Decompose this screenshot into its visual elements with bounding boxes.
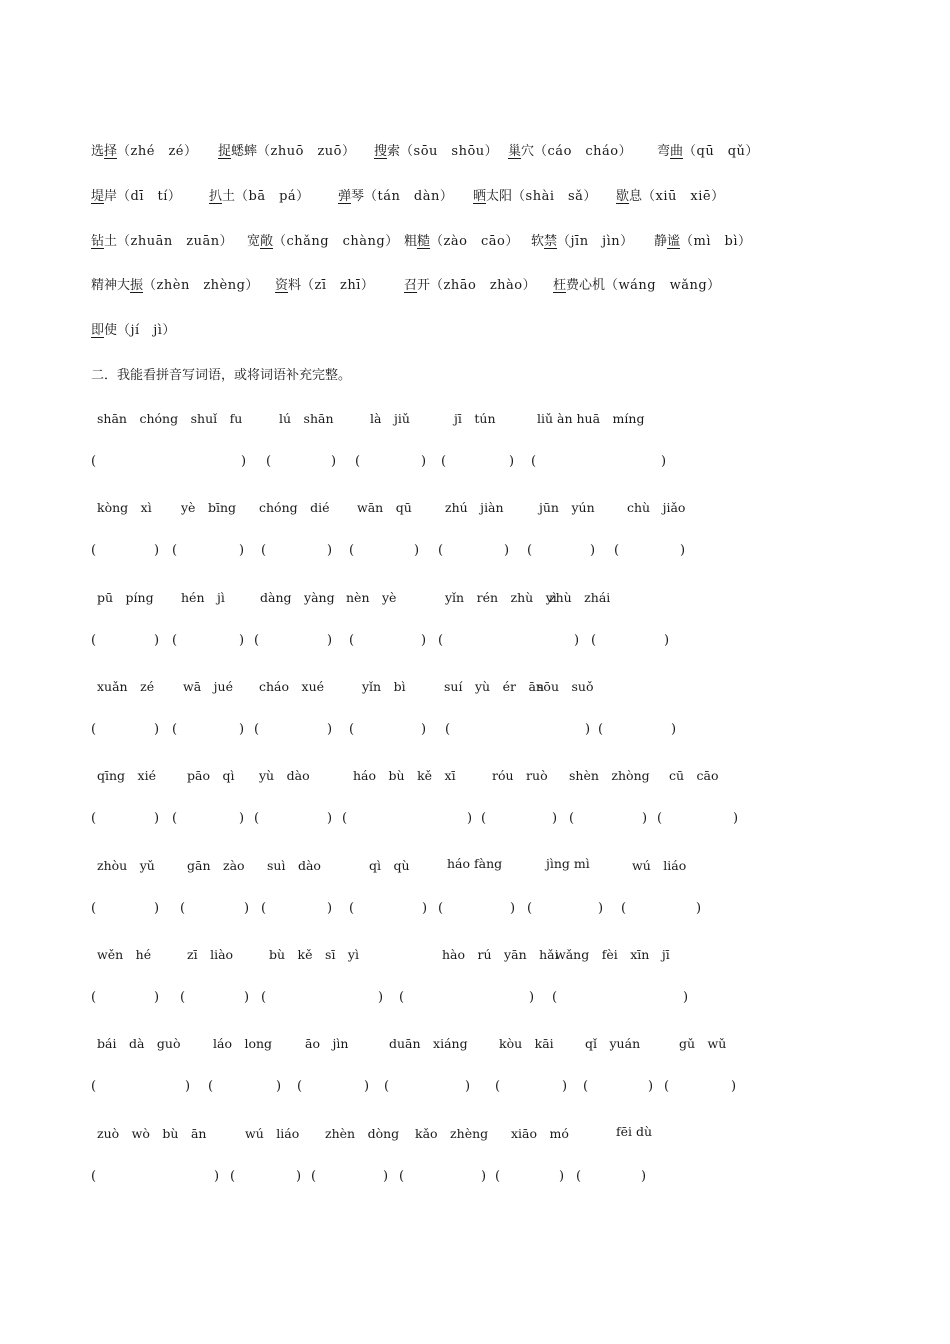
- answer-bracket-close: ): [414, 543, 420, 558]
- answer-bracket-close: ): [664, 633, 670, 648]
- answer-bracket-close: ): [239, 543, 245, 558]
- answer-bracket-open: (: [399, 990, 405, 1005]
- word-text: 琴: [351, 189, 365, 204]
- underlined-character: 弹: [338, 189, 352, 204]
- pinyin-word: wǎng fèi xīn jī: [555, 947, 670, 962]
- underlined-character: 召: [404, 278, 418, 293]
- answer-bracket-open: (: [481, 811, 487, 826]
- answer-bracket-close: ): [327, 722, 333, 737]
- answer-bracket-open: (: [598, 722, 604, 737]
- answer-bracket-open: (: [621, 901, 627, 916]
- section2-heading: 二．我能看拼音写词语，或将词语补充完整。: [91, 368, 352, 383]
- pinyin-word: zhèn dòng: [325, 1126, 400, 1141]
- answer-bracket-close: ): [467, 811, 473, 826]
- polyphone-item: [91, 319, 176, 338]
- pinyin-word: yè bīng: [181, 500, 237, 515]
- pinyin-word: yǐn bì: [362, 679, 406, 694]
- answer-bracket-open: (: [583, 1079, 589, 1094]
- pinyin-word: chù jiǎo: [627, 500, 686, 515]
- answer-bracket-open: (: [91, 722, 97, 737]
- answer-bracket-open: (: [261, 543, 267, 558]
- answer-bracket-open: (: [445, 722, 451, 737]
- word-text: 土: [222, 189, 236, 204]
- underlined-character: 捉: [218, 144, 232, 159]
- pinyin-word: suì dào: [267, 858, 321, 873]
- polyphone-item: [657, 140, 759, 159]
- pinyin-word: suí yù ér ān: [444, 679, 544, 694]
- answer-bracket-open: (: [438, 901, 444, 916]
- pinyin-word: róu ruò: [492, 768, 548, 783]
- answer-bracket-close: ): [378, 990, 384, 1005]
- answer-bracket-close: ): [529, 990, 535, 1005]
- answer-bracket-close: ): [239, 633, 245, 648]
- answer-bracket-close: ): [671, 722, 677, 737]
- pinyin-word: cū cāo: [669, 768, 719, 783]
- answer-bracket-open: (: [230, 1169, 236, 1184]
- answer-bracket-close: ): [327, 543, 333, 558]
- pinyin-word: hén jì: [181, 590, 225, 605]
- pinyin-word: liǔ àn huā míng: [537, 411, 645, 426]
- pinyin-word: qǐ yuán: [585, 1036, 641, 1051]
- polyphone-item: [91, 274, 259, 293]
- answer-bracket-open: (: [349, 901, 355, 916]
- underlined-character: 歇: [616, 189, 630, 204]
- polyphone-item: [531, 230, 634, 249]
- answer-bracket-close: ): [185, 1079, 191, 1094]
- answer-bracket-open: (: [91, 811, 97, 826]
- answer-bracket-open: (: [591, 633, 597, 648]
- word-text: 宽: [247, 234, 261, 249]
- polyphone-item: [91, 230, 233, 249]
- underlined-character: 资: [275, 278, 289, 293]
- answer-bracket-close: ): [731, 1079, 737, 1094]
- answer-bracket-close: ): [683, 990, 689, 1005]
- answer-bracket-open: (: [91, 454, 97, 469]
- answer-bracket-close: ): [465, 1079, 471, 1094]
- pinyin-word: qì qù: [369, 858, 410, 873]
- pinyin-word: pū píng: [97, 590, 154, 605]
- underlined-character: 振: [130, 278, 144, 293]
- answer-bracket-close: ): [421, 454, 427, 469]
- answer-bracket-open: (: [91, 543, 97, 558]
- pinyin-word: bù kě sī yì: [269, 947, 359, 962]
- pinyin-options: （zhé zé）: [117, 144, 198, 159]
- polyphone-item: [404, 230, 519, 249]
- underlined-character: 巢: [508, 144, 522, 159]
- answer-bracket-close: ): [559, 1169, 565, 1184]
- word-text: 蟋蟀: [231, 144, 258, 159]
- polyphone-item: [374, 140, 498, 159]
- word-text: 选: [91, 144, 105, 159]
- answer-bracket-close: ): [574, 633, 580, 648]
- answer-bracket-close: ): [327, 811, 333, 826]
- word-text: 开: [417, 278, 431, 293]
- answer-bracket-close: ): [154, 722, 160, 737]
- answer-bracket-open: (: [576, 1169, 582, 1184]
- underlined-character: 曲: [670, 144, 684, 159]
- pinyin-word: hào rú yān hǎi: [442, 947, 559, 962]
- answer-bracket-open: (: [91, 901, 97, 916]
- word-text: 料: [288, 278, 302, 293]
- answer-bracket-close: ): [296, 1169, 302, 1184]
- answer-bracket-open: (: [91, 633, 97, 648]
- polyphone-item: [404, 274, 536, 293]
- answer-bracket-open: (: [349, 722, 355, 737]
- answer-bracket-open: (: [399, 1169, 405, 1184]
- pinyin-options: （cáo cháo）: [534, 144, 633, 159]
- pinyin-word: shān chóng shuǐ fu: [97, 411, 243, 426]
- word-text: 息: [629, 189, 643, 204]
- answer-bracket-close: ): [239, 722, 245, 737]
- word-text: 使: [104, 323, 118, 338]
- pinyin-word: là jiǔ: [370, 411, 410, 426]
- answer-bracket-close: ): [481, 1169, 487, 1184]
- pinyin-word: zī liào: [187, 947, 234, 962]
- answer-bracket-close: ): [421, 633, 427, 648]
- pinyin-word: cháo xué: [259, 679, 325, 694]
- pinyin-options: （zhuō zuō）: [257, 144, 356, 159]
- polyphone-item: [553, 274, 721, 293]
- pinyin-word: chóng dié: [259, 500, 330, 515]
- answer-bracket-open: (: [438, 633, 444, 648]
- answer-bracket-close: ): [154, 990, 160, 1005]
- pinyin-word: xiāo mó: [511, 1126, 569, 1141]
- answer-bracket-open: (: [172, 811, 178, 826]
- answer-bracket-close: ): [680, 543, 686, 558]
- polyphone-item: [91, 185, 181, 204]
- answer-bracket-close: ): [421, 722, 427, 737]
- pinyin-word: jūn yún: [539, 500, 595, 515]
- answer-bracket-close: ): [327, 901, 333, 916]
- pinyin-word: pāo qì: [187, 768, 235, 783]
- word-text: 土: [104, 234, 118, 249]
- answer-bracket-close: ): [383, 1169, 389, 1184]
- pinyin-word: zhú jiàn: [445, 500, 504, 515]
- answer-bracket-close: ): [239, 811, 245, 826]
- answer-bracket-close: ): [422, 901, 428, 916]
- pinyin-options: （jí jì）: [117, 323, 176, 338]
- underlined-character: 堤: [91, 189, 105, 204]
- answer-bracket-close: ): [331, 454, 337, 469]
- word-text: 索: [387, 144, 401, 159]
- word-text: 静: [654, 234, 668, 249]
- answer-bracket-close: ): [510, 901, 516, 916]
- pinyin-options: （zhāo zhào）: [430, 278, 537, 293]
- answer-bracket-open: (: [261, 990, 267, 1005]
- underlined-character: 即: [91, 323, 105, 338]
- answer-bracket-close: ): [154, 633, 160, 648]
- answer-bracket-close: ): [327, 633, 333, 648]
- pinyin-options: （zhuān zuān）: [117, 234, 234, 249]
- answer-bracket-open: (: [172, 722, 178, 737]
- answer-bracket-open: (: [569, 811, 575, 826]
- pinyin-word: jìng mì: [546, 856, 590, 871]
- pinyin-word: zuò wò bù ān: [97, 1126, 207, 1141]
- answer-bracket-open: (: [657, 811, 663, 826]
- answer-bracket-open: (: [261, 901, 267, 916]
- word-text: 弯: [657, 144, 671, 159]
- pinyin-options: （zhèn zhèng）: [143, 278, 259, 293]
- answer-bracket-close: ): [733, 811, 739, 826]
- polyphone-item: [616, 185, 725, 204]
- answer-bracket-open: (: [552, 990, 558, 1005]
- answer-bracket-close: ): [598, 901, 604, 916]
- pinyin-word: jī tún: [454, 411, 496, 426]
- pinyin-word: yǐn rén zhù yì: [445, 590, 557, 605]
- underlined-character: 谧: [667, 234, 681, 249]
- pinyin-options: （bā pá）: [235, 189, 310, 204]
- pinyin-word: duān xiáng: [389, 1036, 468, 1051]
- pinyin-word: fēi dù: [616, 1124, 653, 1139]
- answer-bracket-open: (: [254, 722, 260, 737]
- answer-bracket-close: ): [154, 811, 160, 826]
- polyphone-item: [209, 185, 310, 204]
- answer-bracket-close: ): [590, 543, 596, 558]
- pinyin-word: wān qū: [357, 500, 412, 515]
- pinyin-word: wú liáo: [245, 1126, 300, 1141]
- pinyin-word: háo bù kě xī: [353, 768, 456, 783]
- answer-bracket-close: ): [154, 543, 160, 558]
- pinyin-word: kòu kāi: [499, 1036, 554, 1051]
- pinyin-word: dàng yàng: [260, 590, 335, 605]
- answer-bracket-open: (: [342, 811, 348, 826]
- pinyin-word: wú liáo: [632, 858, 687, 873]
- answer-bracket-open: (: [441, 454, 447, 469]
- polyphone-item: [508, 140, 632, 159]
- answer-bracket-open: (: [180, 901, 186, 916]
- word-text: 精神大: [91, 278, 131, 293]
- polyphone-item: [338, 185, 453, 204]
- pinyin-word: gān zào: [187, 858, 245, 873]
- word-text: 费心机: [566, 278, 606, 293]
- answer-bracket-open: (: [208, 1079, 214, 1094]
- answer-bracket-open: (: [266, 454, 272, 469]
- answer-bracket-close: ): [585, 722, 591, 737]
- polyphone-item: [473, 185, 597, 204]
- answer-bracket-close: ): [276, 1079, 282, 1094]
- pinyin-word: wěn hé: [97, 947, 152, 962]
- polyphone-item: [91, 140, 198, 159]
- pinyin-word: qīng xié: [97, 768, 156, 783]
- answer-bracket-open: (: [614, 543, 620, 558]
- answer-bracket-close: ): [244, 901, 250, 916]
- pinyin-word: sōu suǒ: [537, 679, 594, 694]
- pinyin-word: shèn zhòng: [569, 768, 650, 783]
- answer-bracket-open: (: [531, 454, 537, 469]
- answer-bracket-open: (: [527, 901, 533, 916]
- polyphone-item: [218, 140, 356, 159]
- word-text: 岸: [104, 189, 118, 204]
- word-text: 软: [531, 234, 545, 249]
- polyphone-item: [275, 274, 374, 293]
- answer-bracket-open: (: [349, 633, 355, 648]
- answer-bracket-close: ): [241, 454, 247, 469]
- underlined-character: 搜: [374, 144, 388, 159]
- pinyin-word: āo jìn: [305, 1036, 349, 1051]
- answer-bracket-close: ): [661, 454, 667, 469]
- pinyin-options: （wáng wǎng）: [605, 278, 721, 293]
- pinyin-options: （mì bì）: [680, 234, 752, 249]
- answer-bracket-close: ): [154, 901, 160, 916]
- underlined-character: 禁: [544, 234, 558, 249]
- answer-bracket-close: ): [696, 901, 702, 916]
- pinyin-options: （tán dàn）: [364, 189, 454, 204]
- pinyin-word: nèn yè: [346, 590, 397, 605]
- answer-bracket-open: (: [91, 1079, 97, 1094]
- pinyin-options: （shài sǎ）: [512, 189, 597, 204]
- answer-bracket-close: ): [562, 1079, 568, 1094]
- word-text: 粗: [404, 234, 418, 249]
- pinyin-word: yù dào: [259, 768, 310, 783]
- pinyin-word: kòng xì: [97, 500, 152, 515]
- answer-bracket-open: (: [438, 543, 444, 558]
- answer-bracket-close: ): [504, 543, 510, 558]
- pinyin-word: kǎo zhèng: [415, 1126, 489, 1141]
- pinyin-word: gǔ wǔ: [679, 1036, 727, 1051]
- pinyin-word: bái dà guò: [97, 1036, 181, 1051]
- answer-bracket-close: ): [641, 1169, 647, 1184]
- answer-bracket-open: (: [254, 633, 260, 648]
- answer-bracket-close: ): [364, 1079, 370, 1094]
- answer-bracket-open: (: [311, 1169, 317, 1184]
- pinyin-options: （dī tí）: [117, 189, 182, 204]
- pinyin-word: wā jué: [183, 679, 233, 694]
- pinyin-options: （zào cāo）: [430, 234, 519, 249]
- pinyin-word: háo fàng: [447, 856, 503, 871]
- pinyin-options: （sōu shōu）: [400, 144, 499, 159]
- polyphone-item: [247, 230, 399, 249]
- answer-bracket-open: (: [495, 1079, 501, 1094]
- answer-bracket-open: (: [495, 1169, 501, 1184]
- answer-bracket-open: (: [297, 1079, 303, 1094]
- answer-bracket-open: (: [91, 1169, 97, 1184]
- answer-bracket-open: (: [91, 990, 97, 1005]
- underlined-character: 晒: [473, 189, 487, 204]
- underlined-character: 敞: [260, 234, 274, 249]
- pinyin-word: zhù zhái: [549, 590, 611, 605]
- answer-bracket-open: (: [355, 454, 361, 469]
- pinyin-options: （chǎng chàng）: [273, 234, 399, 249]
- underlined-character: 扒: [209, 189, 223, 204]
- answer-bracket-open: (: [172, 633, 178, 648]
- answer-bracket-open: (: [172, 543, 178, 558]
- word-text: 穴: [521, 144, 535, 159]
- pinyin-word: xuǎn zé: [97, 679, 155, 694]
- answer-bracket-open: (: [384, 1079, 390, 1094]
- answer-bracket-open: (: [349, 543, 355, 558]
- answer-bracket-close: ): [642, 811, 648, 826]
- answer-bracket-open: (: [527, 543, 533, 558]
- underlined-character: 枉: [553, 278, 567, 293]
- underlined-character: 择: [104, 144, 118, 159]
- answer-bracket-close: ): [648, 1079, 654, 1094]
- pinyin-options: （xiū xiē）: [642, 189, 725, 204]
- underlined-character: 钻: [91, 234, 105, 249]
- pinyin-word: láo long: [213, 1036, 273, 1051]
- underlined-character: 糙: [417, 234, 431, 249]
- answer-bracket-open: (: [180, 990, 186, 1005]
- pinyin-options: （jīn jìn）: [557, 234, 634, 249]
- word-text: 太阳: [486, 189, 513, 204]
- answer-bracket-close: ): [244, 990, 250, 1005]
- answer-bracket-open: (: [254, 811, 260, 826]
- answer-bracket-open: (: [664, 1079, 670, 1094]
- pinyin-options: （zī zhī）: [301, 278, 375, 293]
- answer-bracket-close: ): [214, 1169, 220, 1184]
- answer-bracket-close: ): [552, 811, 558, 826]
- pinyin-word: lú shān: [279, 411, 334, 426]
- pinyin-options: （qū qǔ）: [683, 144, 759, 159]
- pinyin-word: zhòu yǔ: [97, 858, 155, 873]
- answer-bracket-close: ): [509, 454, 515, 469]
- polyphone-item: [654, 230, 752, 249]
